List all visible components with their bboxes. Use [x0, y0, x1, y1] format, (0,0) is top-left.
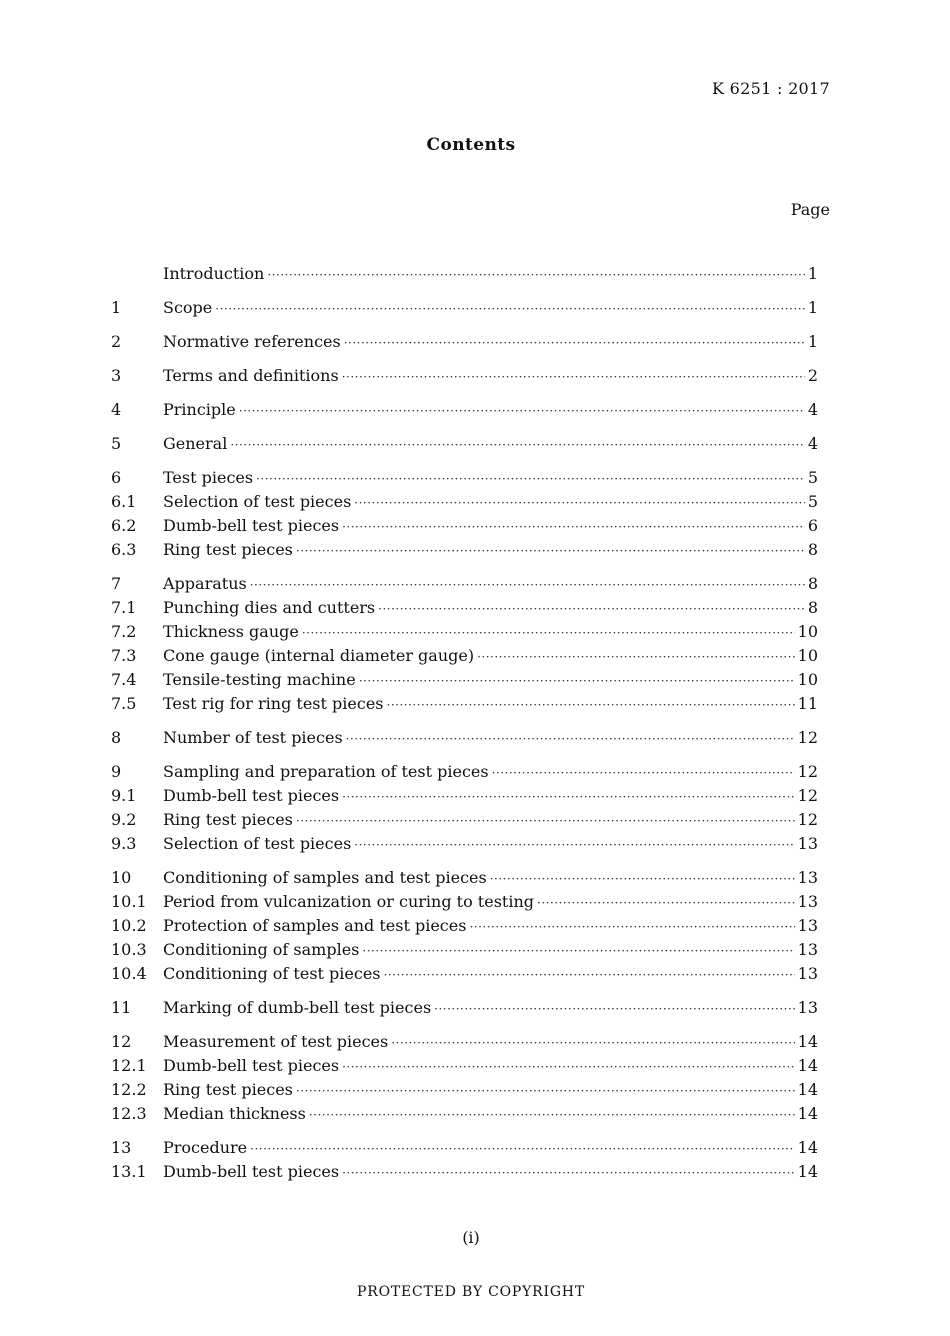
table-of-contents	[111, 262, 818, 1184]
toc-entry-number: 6.2	[111, 516, 137, 535]
toc-entry-number: 7	[111, 574, 122, 593]
document-id: K 6251 : 2017	[712, 79, 830, 98]
toc-entry-page: 11	[797, 694, 818, 713]
dot-leader	[354, 832, 794, 856]
toc-entry-label: Dumb-bell test pieces	[163, 786, 340, 805]
toc-entry[interactable]	[111, 1136, 818, 1160]
toc-entry-page: 4	[807, 400, 818, 419]
toc-entry-label: Punching dies and cutters	[163, 598, 376, 617]
dot-leader	[387, 692, 795, 716]
toc-entry-page: 2	[807, 366, 818, 385]
toc-entry[interactable]	[111, 596, 818, 620]
toc-entry-number: 6	[111, 468, 122, 487]
toc-entry[interactable]	[111, 996, 818, 1020]
toc-entry-number: 10	[111, 868, 132, 887]
toc-entry-number: 8	[111, 728, 122, 747]
dot-leader	[354, 490, 805, 514]
toc-entry[interactable]	[111, 644, 818, 668]
toc-entry-page: 1	[807, 332, 818, 351]
toc-entry-number: 13.1	[111, 1162, 147, 1181]
toc-entry[interactable]	[111, 832, 818, 856]
dot-leader	[342, 514, 805, 538]
toc-entry-page: 1	[807, 264, 818, 283]
toc-entry[interactable]	[111, 466, 818, 490]
dot-leader	[342, 1160, 795, 1184]
toc-entry[interactable]	[111, 330, 818, 354]
toc-entry-page: 14	[797, 1138, 818, 1157]
dot-leader	[256, 466, 805, 490]
toc-entry[interactable]	[111, 398, 818, 422]
toc-entry-page: 10	[797, 622, 818, 641]
footer-page-number: (i)	[462, 1228, 480, 1247]
toc-entry-page: 12	[797, 762, 818, 781]
toc-entry[interactable]	[111, 890, 818, 914]
toc-entry-page: 6	[807, 516, 818, 535]
toc-entry-label: Apparatus	[163, 574, 247, 593]
toc-entry-label: Introduction	[163, 264, 265, 283]
toc-entry-page: 13	[797, 834, 818, 853]
toc-entry-number: 6.1	[111, 492, 137, 511]
dot-leader	[309, 1102, 795, 1126]
toc-entry-number: 2	[111, 332, 122, 351]
toc-entry-label: Selection of test pieces	[163, 492, 352, 511]
toc-entry-number: 1	[111, 298, 122, 317]
toc-entry-label: Period from vulcanization or curing to testing	[163, 892, 535, 911]
toc-entry-number: 12.2	[111, 1080, 147, 1099]
toc-entry-number: 9.3	[111, 834, 137, 853]
dot-leader	[359, 668, 795, 692]
toc-entry-label: Ring test pieces	[163, 540, 293, 559]
dot-leader	[296, 1078, 795, 1102]
toc-entry-number: 5	[111, 434, 122, 453]
toc-entry[interactable]	[111, 726, 818, 750]
toc-entry-page: 5	[807, 492, 818, 511]
dot-leader	[344, 330, 805, 354]
toc-entry-number: 4	[111, 400, 122, 419]
toc-entry[interactable]	[111, 668, 818, 692]
dot-leader	[537, 890, 795, 914]
toc-entry-number: 7.2	[111, 622, 137, 641]
toc-entry-page: 13	[797, 998, 818, 1017]
toc-entry[interactable]	[111, 364, 818, 388]
toc-entry-page: 1	[807, 298, 818, 317]
toc-entry-label: Measurement of test pieces	[163, 1032, 389, 1051]
toc-entry-page: 14	[797, 1080, 818, 1099]
toc-entry-label: Conditioning of test pieces	[163, 964, 381, 983]
toc-entry-page: 4	[807, 434, 818, 453]
toc-entry-number: 10.2	[111, 916, 147, 935]
toc-entry[interactable]	[111, 1160, 818, 1184]
toc-entry-label: Conditioning of samples	[163, 940, 360, 959]
toc-entry-page: 13	[797, 868, 818, 887]
toc-entry[interactable]	[111, 866, 818, 890]
dot-leader	[230, 432, 804, 456]
toc-entry-page: 8	[807, 598, 818, 617]
toc-entry-number: 6.3	[111, 540, 137, 559]
toc-entry-number: 10.4	[111, 964, 147, 983]
dot-leader	[434, 996, 794, 1020]
dot-leader	[384, 962, 795, 986]
toc-entry-label: Thickness gauge	[163, 622, 299, 641]
toc-entry-page: 8	[807, 574, 818, 593]
toc-entry-label: Procedure	[163, 1138, 248, 1157]
toc-entry-number: 9.1	[111, 786, 137, 805]
toc-entry-label: Tensile-testing machine	[163, 670, 356, 689]
toc-entry[interactable]	[111, 432, 818, 456]
toc-entry-label: Scope	[163, 298, 213, 317]
toc-entry-label: Conditioning of samples and test pieces	[163, 868, 487, 887]
toc-entry[interactable]	[111, 914, 818, 938]
page-title: Contents	[426, 135, 516, 155]
toc-entry[interactable]	[111, 538, 818, 562]
dot-leader	[469, 914, 794, 938]
dot-leader	[492, 760, 795, 784]
toc-entry-page: 13	[797, 916, 818, 935]
page-column-label: Page	[790, 200, 830, 219]
toc-entry[interactable]	[111, 296, 818, 320]
toc-entry-label: Dumb-bell test pieces	[163, 1056, 340, 1075]
dot-leader	[250, 1136, 795, 1160]
toc-entry[interactable]	[111, 490, 818, 514]
toc-entry-number: 7.5	[111, 694, 137, 713]
toc-entry[interactable]	[111, 1078, 818, 1102]
toc-entry-label: General	[163, 434, 228, 453]
toc-entry-page: 10	[797, 670, 818, 689]
toc-entry-label: Selection of test pieces	[163, 834, 352, 853]
toc-entry-number: 12	[111, 1032, 132, 1051]
toc-entry-number: 12.1	[111, 1056, 147, 1075]
toc-entry-number: 11	[111, 998, 132, 1017]
toc-entry-page: 13	[797, 964, 818, 983]
toc-entry-number: 7.3	[111, 646, 137, 665]
toc-entry-page: 13	[797, 892, 818, 911]
toc-entry-page: 12	[797, 786, 818, 805]
copyright-notice: PROTECTED BY COPYRIGHT	[357, 1284, 585, 1300]
dot-leader	[215, 296, 805, 320]
toc-entry-label: Normative references	[163, 332, 341, 351]
dot-leader	[342, 1054, 795, 1078]
toc-entry-page: 5	[807, 468, 818, 487]
toc-entry[interactable]	[111, 938, 818, 962]
dot-leader	[490, 866, 795, 890]
toc-entry-number: 9.2	[111, 810, 137, 829]
toc-entry[interactable]	[111, 572, 818, 596]
toc-entry[interactable]	[111, 808, 818, 832]
toc-entry-page: 10	[797, 646, 818, 665]
toc-entry-number: 10.1	[111, 892, 147, 911]
toc-entry-page: 12	[797, 810, 818, 829]
dot-leader	[391, 1030, 794, 1054]
toc-entry[interactable]	[111, 692, 818, 716]
toc-entry-number: 7.1	[111, 598, 137, 617]
toc-entry-number: 10.3	[111, 940, 147, 959]
toc-entry-number: 3	[111, 366, 122, 385]
dot-leader	[296, 538, 805, 562]
dot-leader	[378, 596, 805, 620]
toc-entry-label: Protection of samples and test pieces	[163, 916, 467, 935]
toc-entry-label: Terms and definitions	[163, 366, 339, 385]
dot-leader	[342, 784, 795, 808]
toc-entry[interactable]	[111, 784, 818, 808]
toc-entry[interactable]	[111, 1102, 818, 1126]
dot-leader	[296, 808, 795, 832]
toc-entry-page: 14	[797, 1104, 818, 1123]
dot-leader	[302, 620, 795, 644]
toc-entry[interactable]	[111, 514, 818, 538]
toc-entry[interactable]	[111, 620, 818, 644]
toc-entry-number: 7.4	[111, 670, 137, 689]
toc-entry[interactable]	[111, 962, 818, 986]
toc-entry-label: Marking of dumb-bell test pieces	[163, 998, 432, 1017]
toc-entry-label: Ring test pieces	[163, 1080, 293, 1099]
toc-entry[interactable]	[111, 262, 818, 286]
toc-entry[interactable]	[111, 760, 818, 784]
toc-entry-page: 13	[797, 940, 818, 959]
toc-entry-number: 13	[111, 1138, 132, 1157]
dot-leader	[267, 262, 804, 286]
toc-entry-page: 8	[807, 540, 818, 559]
toc-entry[interactable]	[111, 1030, 818, 1054]
toc-entry-page: 14	[797, 1032, 818, 1051]
dot-leader	[342, 364, 805, 388]
dot-leader	[477, 644, 795, 668]
toc-entry-label: Median thickness	[163, 1104, 306, 1123]
toc-entry-page: 14	[797, 1162, 818, 1181]
toc-entry-label: Test pieces	[163, 468, 254, 487]
toc-entry-label: Dumb-bell test pieces	[163, 516, 340, 535]
dot-leader	[250, 572, 805, 596]
toc-entry-page: 14	[797, 1056, 818, 1075]
toc-entry-label: Test rig for ring test pieces	[163, 694, 384, 713]
dot-leader	[346, 726, 795, 750]
toc-entry-page: 12	[797, 728, 818, 747]
toc-entry-label: Cone gauge (internal diameter gauge)	[163, 646, 475, 665]
toc-entry-label: Number of test pieces	[163, 728, 343, 747]
dot-leader	[239, 398, 805, 422]
dot-leader	[362, 938, 794, 962]
toc-entry-number: 12.3	[111, 1104, 147, 1123]
toc-entry-label: Dumb-bell test pieces	[163, 1162, 340, 1181]
toc-entry-label: Sampling and preparation of test pieces	[163, 762, 489, 781]
toc-entry-number: 9	[111, 762, 122, 781]
toc-entry[interactable]	[111, 1054, 818, 1078]
toc-entry-label: Ring test pieces	[163, 810, 293, 829]
toc-entry-label: Principle	[163, 400, 236, 419]
